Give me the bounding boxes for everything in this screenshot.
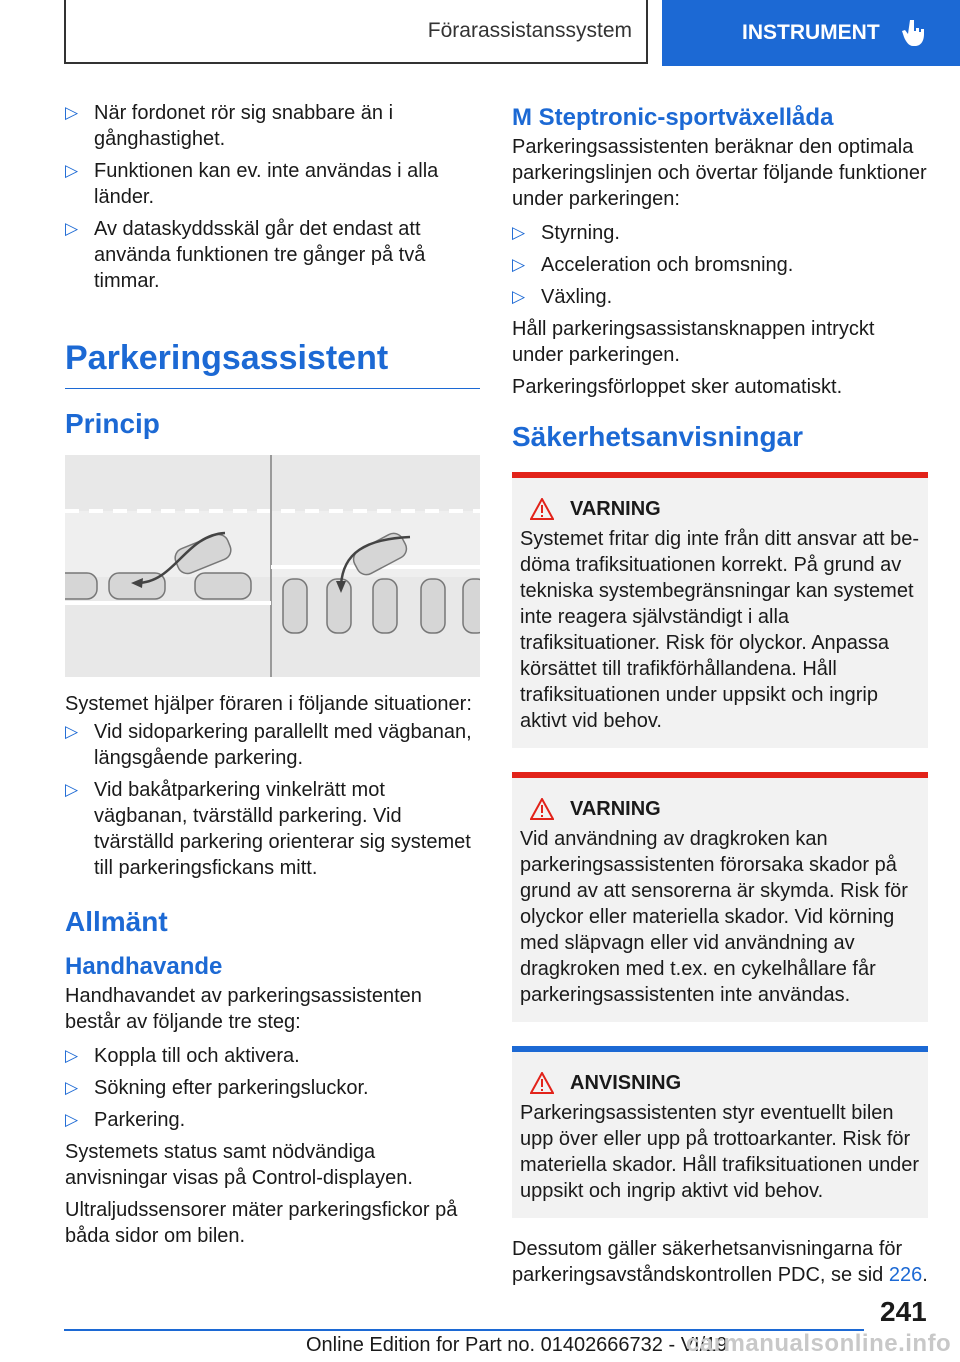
warning-triangle-icon [530,798,554,820]
list-item: ▷ När fordonet rör sig snabbare än i gånghastighet. [65,102,394,150]
section-title: Parkeringsassistent [65,338,480,389]
list-item: ▷ Vid sidoparkering parallellt med vägbanan, längsgående parkering. [65,721,472,769]
warning-text: Systemet fritar dig inte från ditt ansvar att bedöma trafiksituationen korrekt. På grund av tekniska systembegränsningar kan systemet inte reagera självständigt i alla trafiksituationer. Risk för olyckor. Anpassa körsättet till trafikförhållandena. Håll trafiksituationen under uppsikt och ingrip aktivt vid behov. [520,528,920,732]
parking-diagram-svg [65,455,480,677]
triangle-right-icon: ▷ [65,1110,79,1129]
hold-text: Håll parkeringsassistansknappen intryckt under parkeringen. [512,318,875,366]
parking-illustration [65,455,480,677]
princip-text: Systemet hjälper föraren i följande situationer: [65,693,472,715]
triangle-right-icon: ▷ [512,223,526,242]
notice-box [512,1046,928,1218]
subsection-sakerhet: Säkerhetsanvisningar [512,421,804,452]
triangle-right-icon: ▷ [65,103,79,122]
list-item: ▷ Sökning efter parkeringsluckor. [65,1077,369,1099]
list-item: ▷ Funktionen kan ev. inte användas i alla länder. [65,160,439,208]
status-text: Systemets status samt nödvändiga anvisningar visas på Control-displayen. [65,1141,413,1189]
steptronic-text: Parkeringsassistenten beräknar den optimala parkeringslinjen och övertar följande funktioner under parkeringen: [512,136,927,210]
list-item: ▷ Styrning. [512,222,620,244]
pdc-reference-text: Dessutom gäller säkerhetsanvisningarna för parkeringsavståndskontrollen PDC, se sid 226. [512,1238,928,1286]
list-item: ▷ Acceleration och bromsning. [512,254,794,276]
page-number: 241 [880,1296,927,1327]
page-link[interactable]: 226 [888,1264,923,1286]
subsection-allmant: Allmänt [65,906,168,937]
triangle-right-icon: ▷ [65,722,79,741]
list-item: ▷ Parkering. [65,1109,186,1131]
heading-steptronic: M Steptronic-sportväxellåda [512,104,834,131]
triangle-right-icon: ▷ [512,255,526,274]
header-section-title: Förarassistanssystem [427,19,632,42]
watermark: carmanualsonline.info [686,1330,952,1357]
header-section [64,0,648,64]
list-item: ▷ Av dataskyddsskäl går det endast att använda funktionen tre gånger på två timmar. [65,218,426,292]
list-item: ▷ Vid bakåtparkering vinkelrätt mot vägbanan, tvärställd parkering. Vid tvärställd parkering orienterar sig systemet till parkeringsfickans mitt. [65,779,471,879]
warning-title: VARNING [570,498,661,520]
warning-triangle-icon [530,498,554,520]
intro-list [65,100,480,294]
notice-text: Parkeringsassistenten styr eventuellt bilen upp över eller upp på trottoarkanter. Risk för materiella skador. Håll trafiksituationen under uppsikt och ingrip aktivt vid behov. [520,1102,920,1202]
handhavande-list [65,1043,480,1133]
ultrasonic-text: Ultraljudssensorer mäter parkeringsfickor på båda sidor om bilen. [65,1199,458,1247]
footer-edition: Online Edition for Part no. 01402666732 - VI/19 [306,1334,728,1356]
list-item: ▷ Växling. [512,286,613,308]
triangle-right-icon: ▷ [65,780,79,799]
handhavande-text: Handhavandet av parkeringsassistenten består av följande tre steg: [65,985,422,1033]
pointing-hand-icon [902,18,930,48]
triangle-right-icon: ▷ [65,1078,79,1097]
triangle-right-icon: ▷ [65,161,79,180]
notice-title: ANVISNING [570,1072,682,1094]
auto-text: Parkeringsförloppet sker automatiskt. [512,376,843,398]
steptronic-list [512,220,928,310]
header-chapter [662,0,960,66]
warning-text: Vid användning av dragkroken kan parkeringsassistenten förorsaka skador på grund av att sensorerna är skymda. Risk för olyckor eller materiella skador. Vid körning med släpvagn eller vid användning av dragkroken med t.ex. en cykelhållare får parkeringsassistenten inte användas. [520,828,908,1006]
triangle-right-icon: ▷ [65,1046,79,1065]
header-chapter-title: INSTRUMENT [742,21,880,44]
princip-list [65,719,480,881]
triangle-right-icon: ▷ [65,219,79,238]
warning-box [512,472,928,748]
warning-triangle-icon [530,1072,554,1094]
list-item: ▷ Koppla till och aktivera. [65,1045,300,1067]
subsection-princip: Princip [65,408,160,439]
heading-handhavande: Handhavande [65,953,223,980]
left-column [65,100,480,1255]
warning-box [512,772,928,1022]
right-column [512,100,928,1294]
warning-title: VARNING [570,798,661,820]
triangle-right-icon: ▷ [512,287,526,306]
